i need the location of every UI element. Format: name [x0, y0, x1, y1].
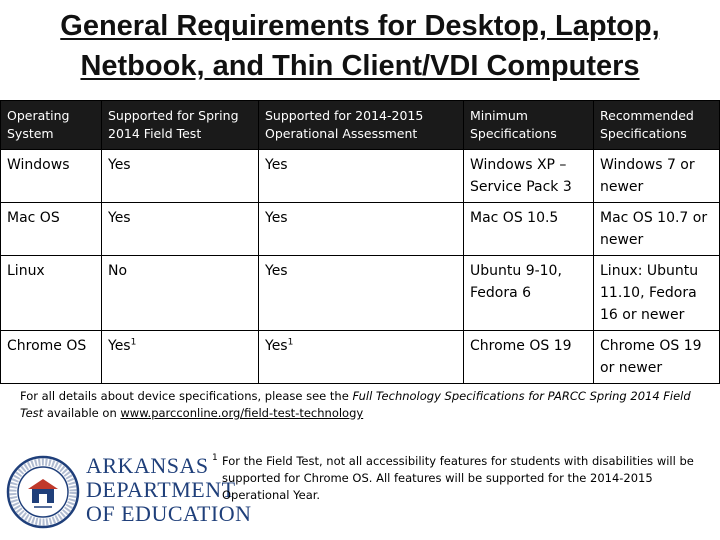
cell-recommended: Windows 7 or newer [594, 150, 720, 203]
org-line-1: ARKANSAS [86, 453, 209, 478]
cell-value: Yes [265, 338, 288, 354]
ade-logo [6, 453, 252, 535]
cell-operational [259, 331, 464, 384]
requirements-table [0, 100, 720, 384]
cell-os: Windows [1, 150, 102, 203]
cell-minimum: Mac OS 10.5 [464, 203, 594, 256]
title-line-2: Netbook, and Thin Client/VDI Computers [80, 50, 640, 82]
cell-recommended: Linux: Ubuntu 11.10, Fedora 16 or newer [594, 256, 720, 331]
cell-value: Yes [108, 338, 131, 354]
note-middle: available on [43, 406, 121, 420]
cell-os: Linux [1, 256, 102, 331]
table-row [1, 150, 720, 203]
page-title [0, 6, 720, 86]
details-note [20, 388, 710, 422]
cell-operational: Yes [259, 256, 464, 331]
header-os: Operating System [1, 101, 102, 150]
doc-title: Full Technology Specifications for PARCC Spring 2014 Field Test [20, 389, 691, 420]
table-row [1, 203, 720, 256]
title-line-1: General Requirements for Desktop, Laptop, [60, 10, 660, 42]
cell-field-test: Yes [102, 150, 259, 203]
org-line-2: DEPARTMENT [86, 477, 236, 502]
header-field-test: Supported for Spring 2014 Field Test [102, 101, 259, 150]
footnote-marker: 1 [130, 337, 137, 348]
footnote-text: For the Field Test, not all accessibility features for students with disabilities will be supported for Chrome OS. All features will be supported for the 2014-2015 Operational Year. [222, 454, 694, 502]
cell-recommended: Chrome OS 19 or newer [594, 331, 720, 384]
table-row [1, 331, 720, 384]
org-line-3: OF EDUCATION [86, 501, 252, 526]
cell-field-test: No [102, 256, 259, 331]
cell-recommended: Mac OS 10.7 or newer [594, 203, 720, 256]
header-minimum: Minimum Specifications [464, 101, 594, 150]
cell-minimum: Chrome OS 19 [464, 331, 594, 384]
header-operational: Supported for 2014-2015 Operational Assessment [259, 101, 464, 150]
table-header-row [1, 101, 720, 150]
cell-field-test [102, 331, 259, 384]
cell-field-test: Yes [102, 203, 259, 256]
footnote-marker: 1 [287, 337, 294, 348]
cell-minimum: Windows XP – Service Pack 3 [464, 150, 594, 203]
header-recommended: Recommended Specifications [594, 101, 720, 150]
table-row [1, 256, 720, 331]
cell-os: Mac OS [1, 203, 102, 256]
cell-operational: Yes [259, 203, 464, 256]
technology-link[interactable]: www.parcconline.org/field-test-technology [120, 406, 364, 420]
note-prefix: For all details about device specifications, please see the [20, 389, 353, 403]
footnote-number: 1 [212, 453, 218, 463]
cell-os: Chrome OS [1, 331, 102, 384]
org-name [86, 453, 252, 526]
cell-minimum: Ubuntu 9-10, Fedora 6 [464, 256, 594, 331]
seal-icon [6, 455, 80, 529]
cell-operational: Yes [259, 150, 464, 203]
